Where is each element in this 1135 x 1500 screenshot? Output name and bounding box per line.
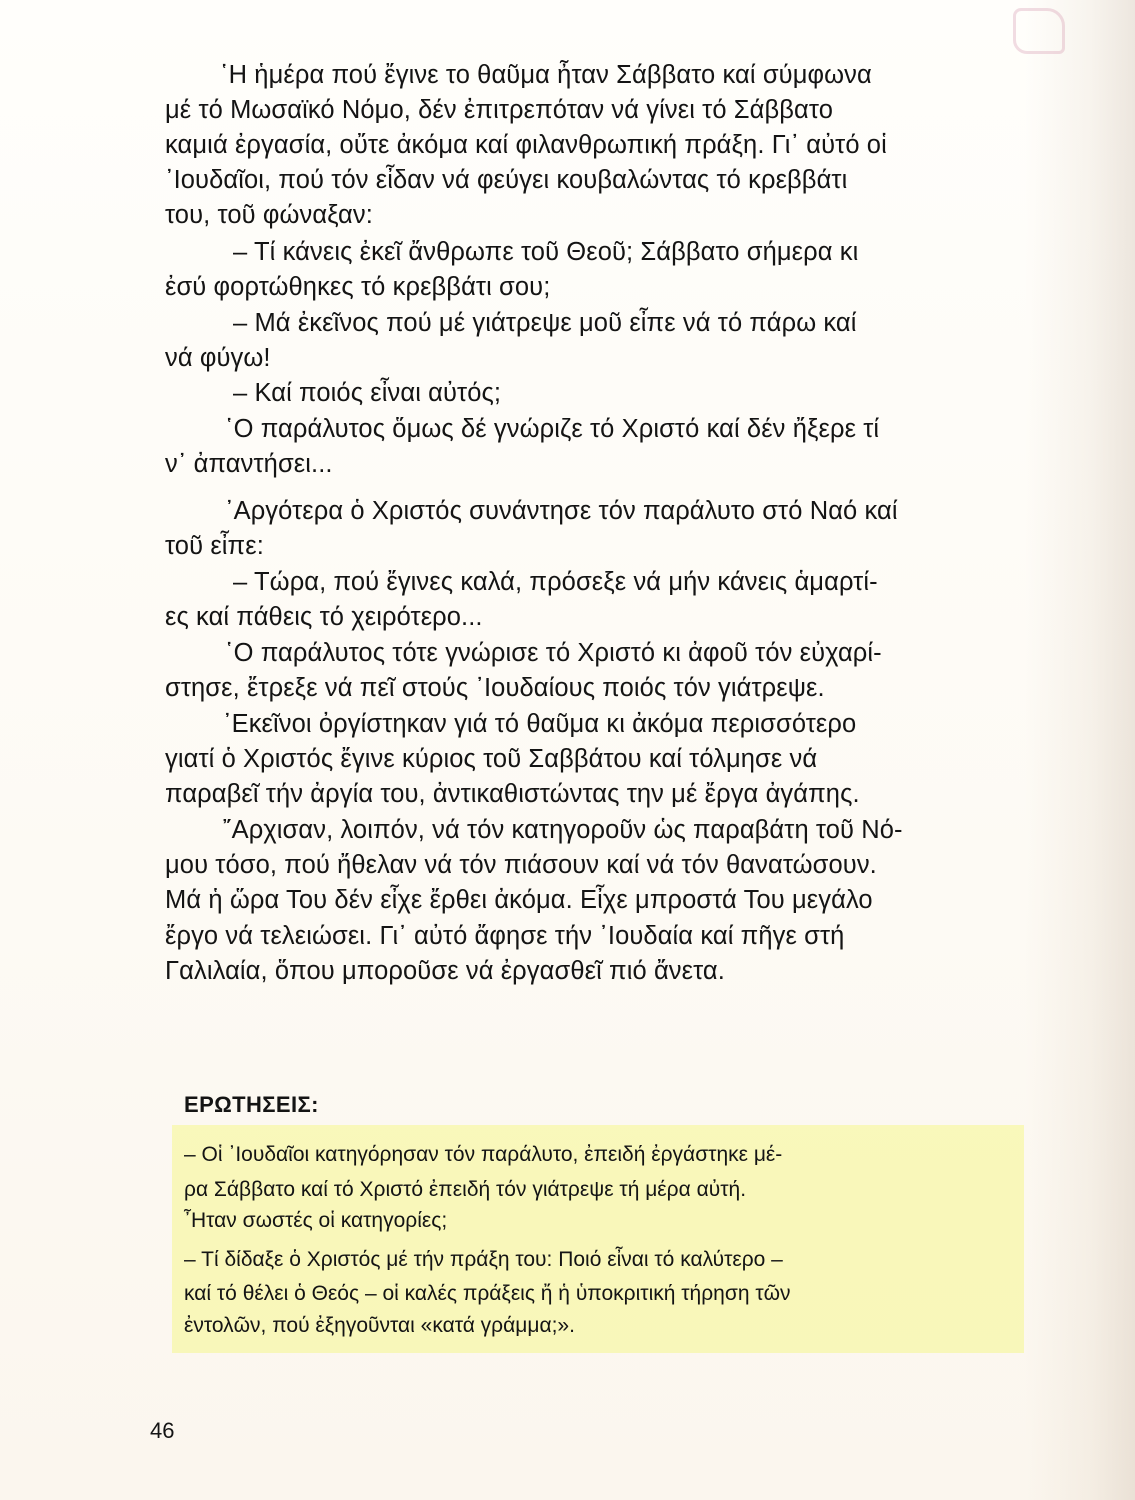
body-line: ῾Η ἡμέρα πού ἔγινε το θαῦμα ἦταν Σάββατο καί σύμφωνα (220, 61, 872, 89)
body-line: ἐσύ φορτώθηκες τό κρεββάτι σου; (165, 273, 551, 301)
body-line: ν᾽ ἀπαντήσει... (165, 450, 333, 478)
body-line: ῎Αρχισαν, λοιπόν, νά τόν κατηγοροῦν ὡς παραβάτη τοῦ Νό- (223, 816, 903, 844)
body-line: ᾽Εκεῖνοι ὀργίστηκαν γιά τό θαῦμα κι ἀκόμα περισσότερο (223, 710, 857, 738)
question-line: ῏Ηταν σωστές οἱ κατηγορίες; (184, 1209, 448, 1232)
body-line: παραβεῖ τήν ἀργία του, ἀντικαθιστώντας την μέ ἔργα ἀγάπης. (165, 780, 860, 808)
body-line: – Καί ποιός εἶναι αὐτός; (233, 379, 502, 407)
corner-ornament (1013, 8, 1065, 54)
questions-heading: ΕΡΩΤΗΣΕΙΣ: (184, 1092, 319, 1117)
body-line: Μά ἡ ὥρα Του δέν εἶχε ἔρθει ἀκόμα. Εἶχε μπροστά Του μεγάλο (165, 886, 873, 914)
body-line: στησε, ἔτρεξε νά πεῖ στούς ᾽Ιουδαίους ποιός τόν γιάτρεψε. (165, 674, 825, 702)
body-line: μου τόσο, πού ἤθελαν νά τόν πιάσουν καί νά τόν θανατώσουν. (165, 851, 877, 879)
question-line: – Τί δίδαξε ὁ Χριστός μέ τήν πράξη του: Ποιό εἶναι τό καλύτερο – (184, 1248, 783, 1271)
page-number: 46 (150, 1418, 175, 1443)
body-line: του, τοῦ φώναξαν: (165, 201, 373, 229)
facing-page-bleed (1025, 0, 1135, 1500)
question-line: – Οἱ ᾽Ιουδαῖοι κατηγόρησαν τόν παράλυτο, ἐπειδή ἐργάστηκε μέ- (184, 1143, 783, 1166)
body-line: τοῦ εἶπε: (165, 532, 264, 560)
question-line: ἐντολῶν, πού ἐξηγοῦνται «κατά γράμμα;». (184, 1314, 575, 1337)
body-line: γιατί ὁ Χριστός ἔγινε κύριος τοῦ Σαββάτου καί τόλμησε νά (165, 745, 818, 773)
body-line: – Τί κάνεις ἐκεῖ ἄνθρωπε τοῦ Θεοῦ; Σάββατο σήμερα κι (233, 238, 859, 266)
body-line: – Μά ἐκεῖνος πού μέ γιάτρεψε μοῦ εἶπε νά τό πάρω καί (233, 309, 857, 337)
body-line: ᾽Ιουδαῖοι, πού τόν εἶδαν νά φεύγει κουβαλώντας τό κρεββάτι (165, 166, 848, 194)
body-line: ες καί πάθεις τό χειρότερο... (165, 603, 483, 631)
body-line: νά φύγω! (165, 344, 271, 372)
question-line: ρα Σάββατο καί τό Χριστό ἐπειδή τόν γιάτρεψε τή μέρα αὐτή. (184, 1178, 747, 1201)
body-line: καμιά ἐργασία, οὔτε ἀκόμα καί φιλανθρωπική πράξη. Γι᾽ αὐτό οἱ (165, 131, 887, 159)
body-line: – Τώρα, πού ἔγινες καλά, πρόσεξε νά μήν κάνεις ἁμαρτί- (233, 568, 878, 596)
question-line: καί τό θέλει ὁ Θεός – οἱ καλές πράξεις ἤ ἡ ὑποκριτική τήρηση τῶν (184, 1282, 791, 1305)
body-line: ἔργο νά τελειώσει. Γι᾽ αὐτό ἄφησε τήν ᾽Ιουδαία καί πῆγε στή (165, 922, 845, 950)
body-line: ᾽Αργότερα ὁ Χριστός συνάντησε τόν παράλυτο στό Ναό καί (225, 497, 898, 525)
body-line: ῾Ο παράλυτος τότε γνώρισε τό Χριστό κι ἀφοῦ τόν εὐχαρί- (225, 639, 882, 667)
body-line: μέ τό Μωσαϊκό Νόμο, δέν ἐπιτρεπόταν νά γίνει τό Σάββατο (165, 96, 833, 124)
body-line: ῾Ο παράλυτος ὅμως δέ γνώριζε τό Χριστό καί δέν ἤξερε τί (225, 415, 880, 443)
body-line: Γαλιλαία, ὅπου μποροῦσε νά ἐργασθεῖ πιό ἄνετα. (165, 957, 725, 985)
